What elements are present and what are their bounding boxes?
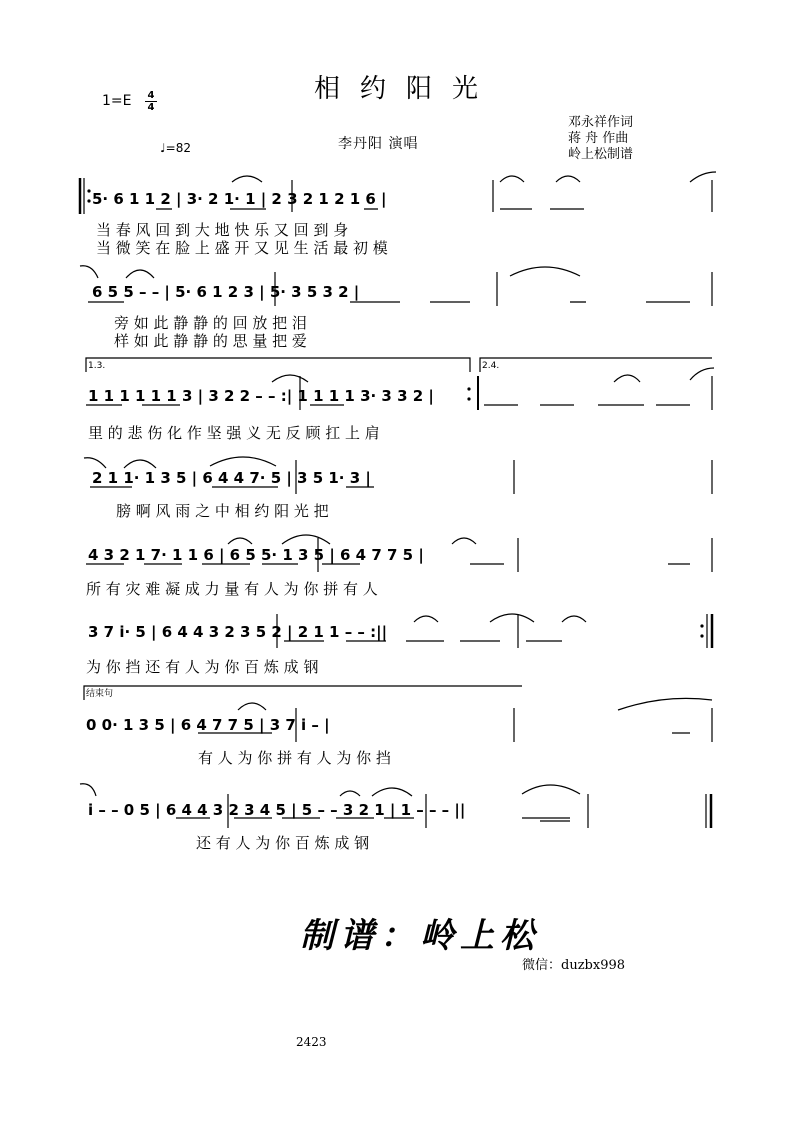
lyric-row-1-verse-2: 当 微 笑 在 脸 上 盛 开 又 见 生 活 最 初 模 bbox=[96, 239, 388, 257]
arranger-credit: 岭上松制谱 bbox=[568, 147, 634, 162]
notation-row-6: 3 7 i· 5 | 6 4 4 3 2 3 5 2 | 2 1 1 – – :|| bbox=[88, 623, 388, 641]
notation-row-7: 0 0· 1 3 5 | 6 4 7 7 5 | 3 7 i – | bbox=[86, 716, 330, 734]
notation-row-4: 2 1 1· 1 3 5 | 6 4 4 7· 5 | 3 5 1· 3 | bbox=[92, 469, 371, 487]
lyric-row-2-verse-1: 旁 如 此 静 静 的 回 放 把 泪 bbox=[114, 314, 307, 332]
volta-first-label: 1.3. bbox=[88, 361, 106, 371]
tempo-mark: ♩=82 bbox=[160, 141, 191, 155]
repeat-dots bbox=[87, 189, 703, 637]
lyricist-credit: 邓永祥作词 bbox=[568, 115, 634, 130]
lyric-row-3: 里 的 悲 伤 化 作 坚 强 义 无 反 顾 扛 上 肩 bbox=[88, 424, 380, 442]
lyric-row-5: 所 有 灾 难 凝 成 力 量 有 人 为 你 拼 有 人 bbox=[86, 580, 378, 598]
volta-second-label: 2.4. bbox=[482, 361, 500, 371]
page-number: 2423 bbox=[296, 1035, 327, 1049]
notation-row-2: 6 5 5 – – | 5· 6 1 2 3 | 5· 3 5 3 2 | bbox=[92, 283, 360, 301]
ending-label: 结束句 bbox=[86, 689, 114, 699]
lyric-row-8: 还 有 人 为 你 百 炼 成 钢 bbox=[196, 834, 370, 852]
lyric-row-1-verse-1: 当 春 风 回 到 大 地 快 乐 又 回 到 身 bbox=[96, 221, 349, 239]
lyric-row-7: 有 人 为 你 拼 有 人 为 你 挡 bbox=[198, 749, 391, 767]
time-denominator: 4 bbox=[145, 101, 157, 113]
lyric-row-6: 为 你 挡 还 有 人 为 你 百 炼 成 钢 bbox=[86, 658, 319, 676]
key-signature: 1=E bbox=[102, 93, 132, 109]
lyric-row-2-verse-2: 样 如 此 静 静 的 思 量 把 爱 bbox=[114, 332, 307, 350]
time-numerator: 4 bbox=[147, 90, 155, 101]
wechat-contact: 微信：duzbx998 bbox=[522, 958, 626, 973]
song-title: 相约阳光 bbox=[313, 74, 498, 104]
notation-row-8: i – – 0 5 | 6 4 4 3 2 3 4 5 | 5 – – 3 2 1 | 1 – – – || bbox=[88, 801, 466, 819]
notation-row-1: 5· 6 1 1 2 | 3· 2 1· 1 | 2 3 2 1 2 1 6 | bbox=[92, 190, 387, 208]
singer-credit: 李丹阳 演唱 bbox=[338, 136, 419, 152]
composer-credit: 蒋 舟 作曲 bbox=[568, 131, 629, 146]
notation-row-3: 1 1 1 1 1 1 3 | 3 2 2 – – :| 1 1 1 1 3· 3 3 2 | bbox=[88, 387, 434, 405]
arranger-signature: 制谱：岭上松 bbox=[300, 916, 540, 956]
lyric-row-4: 膀 啊 风 雨 之 中 相 约 阳 光 把 bbox=[116, 502, 329, 520]
notation-row-5: 4 3 2 1 7· 1 1 6 | 6 5 5· 1 3 5 | 6 4 7 7 5 | bbox=[88, 546, 424, 564]
